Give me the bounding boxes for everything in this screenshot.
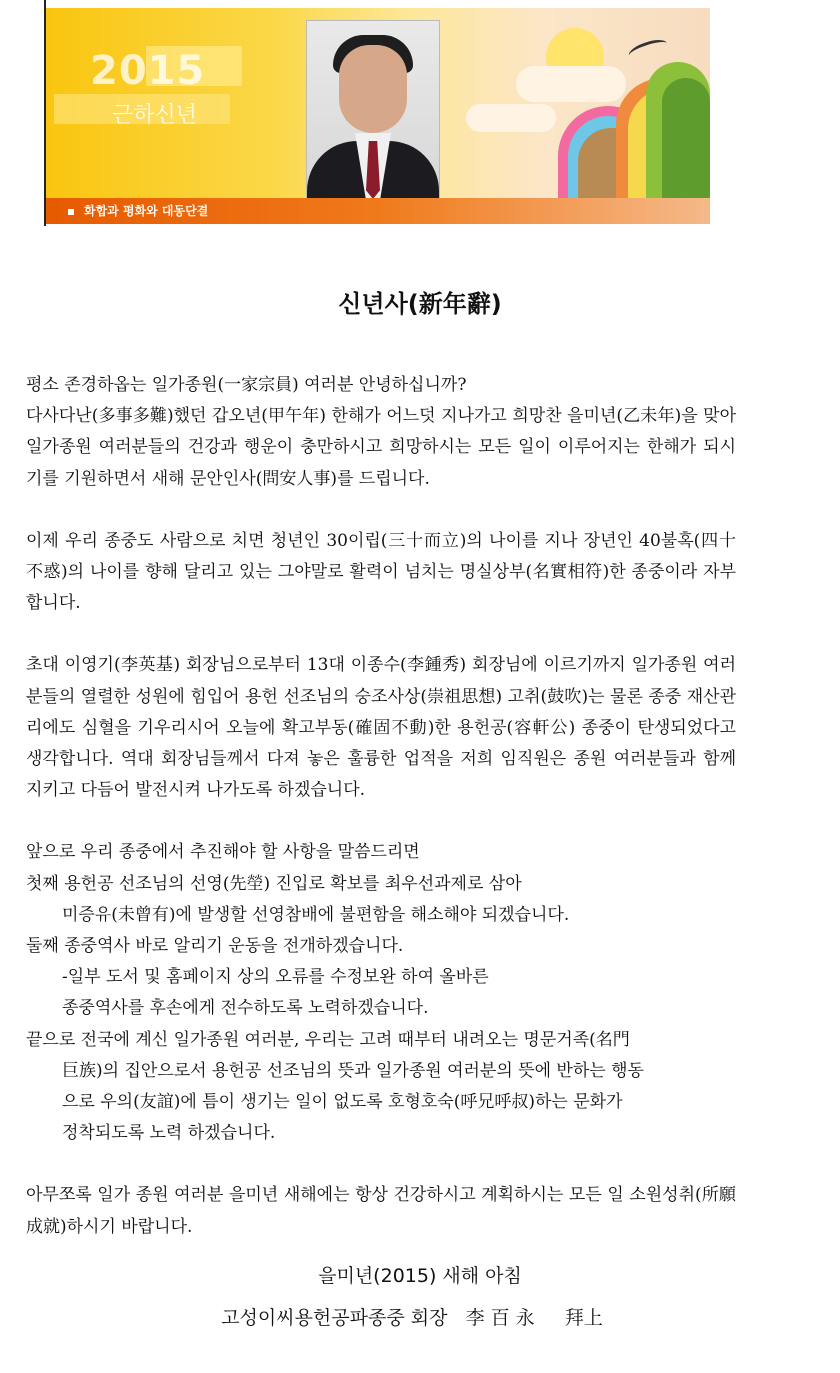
chairman-portrait [306,20,440,200]
paragraph-gap [26,1149,736,1180]
paragraph-gap [26,495,736,526]
slogan-label: 화합과 평화와 대동단결 [84,204,209,218]
letter-paragraph: -일부 도서 및 홈페이지 상의 오류를 수정보완 하여 올바른 [62,967,489,988]
paragraph-gap [26,806,736,837]
paragraph-gap [26,619,736,650]
letter-paragraph: 앞으로 우리 종중에서 추진해야 할 사항을 말씀드리면 [26,842,420,863]
letter-paragraph: 이제 우리 종중도 사람으로 치면 청년인 30이립(三十而立)의 나이를 지나 장년인 40불혹(四十不惑)의 나이를 향해 달리고 있는 그야말로 활력이 넘치는 명실상부(名實相符)한 종중이라 자부합니다. [26,530,736,614]
closing-date: 을미년(2015) 새해 아침 [318,1265,522,1287]
page-title: 신년사(新年辭) [338,290,502,318]
new-year-banner [46,8,710,224]
cloud-graphic [516,66,626,102]
letter-paragraph: 둘째 종중역사 바로 알리기 운동을 전개하겠습니다. [26,936,404,957]
letter-paragraph: 초대 이영기(李英基) 회장님으로부터 13대 이종수(李鍾秀) 회장님에 이르기까지 일가종원 여러분들의 열렬한 성원에 힘입어 용헌 선조님의 숭조사상(崇祖思想) 고취(鼓吹)는 물론 종중 재산관리에도 심혈을 기우리시어 오늘에 확고부동(確固不動)한 용헌공(容軒公) 종중이 탄생되었다고 생각합니다. 역대 회장님들께서 다져 놓은 훌륭한 업적을 저희 임직원은 종원 여러분들과 함께 지키고 다듬어 발전시켜 나가도록 하겠습니다. [26,655,736,801]
cloud-graphic [466,104,556,132]
letter-paragraph: 끝으로 전국에 계신 일가종원 여러분, 우리는 고려 때부터 내려오는 명문거족(名門 [26,1029,630,1050]
letter-paragraph: 다사다난(多事多難)했던 갑오년(甲午年) 한해가 어느덧 지나가고 희망찬 을미년(乙未年)을 맞아 일가종원 여러분들의 건강과 행운이 충만하시고 희망하시는 모든 일이 이루어지는 한해가 되시기를 기원하면서 새해 문안인사(問安人事)를 드립니다. [26,406,736,489]
bullet-icon [68,209,74,215]
signature-text: 고성이씨용헌공파종중 회장 李 百 永 拜上 [221,1307,603,1329]
slogan-text [68,202,208,219]
letter-paragraph: 정착되도록 노력 하겠습니다. [62,1123,276,1144]
letter-paragraph: 으로 우의(友誼)에 틈이 생기는 일이 없도록 호형호숙(呼兄呼叔)하는 문화가 [62,1092,623,1113]
letter-paragraph: 첫째 용헌공 선조님의 선영(先塋) 진입로 확보를 최우선과제로 삼아 [26,873,522,894]
banner-greeting: 근하신년 [112,103,198,128]
banner-year: 2015 [90,48,206,94]
letter-body [26,370,736,1243]
letter-paragraph: 아무쪼록 일가 종원 여러분 을미년 새해에는 항상 건강하시고 계획하시는 모든 일 소원성취(所願成就)하시기 바랍니다. [26,1185,736,1237]
portrait-face [339,45,407,133]
letter-paragraph: 종중역사를 후손에게 전수하도록 노력하겠습니다. [62,998,429,1019]
slogan-strip [46,198,710,224]
letter-paragraph: 미증유(未曾有)에 발생할 선영참배에 불편함을 해소해야 되겠습니다. [62,904,570,925]
letter-paragraph: 평소 존경하옵는 일가종원(一家宗員) 여러분 안녕하십니까? [26,375,467,395]
bird-graphic [627,36,670,63]
letter-paragraph: 巨族)의 집안으로서 용헌공 선조님의 뜻과 일가종원 여러분의 뜻에 반하는 행동 [62,1060,644,1081]
closing-signature [0,1303,832,1330]
